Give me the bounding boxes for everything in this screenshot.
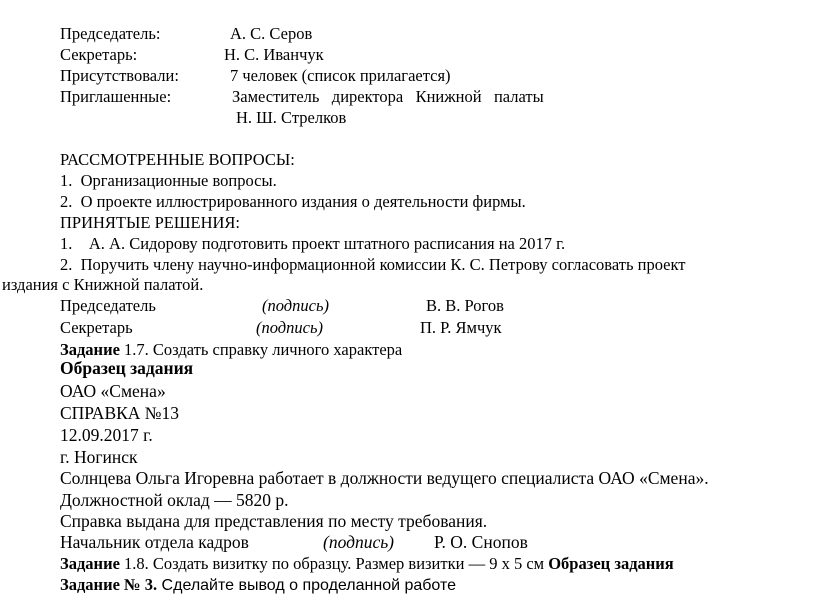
sample-body-1: Солнцева Ольга Игоревна работает в должности ведущего специалиста ОАО «Смена».: [60, 468, 709, 488]
task-1-8-text: 1.8. Создать визитку по образцу. Размер визитки — 9 х 5 см: [119, 554, 549, 573]
task-3-text: Сделайте вывод о проделанной работе: [157, 577, 457, 594]
invited-name: Н. Ш. Стрелков: [236, 108, 347, 127]
sig-chair-label: Председатель: [60, 296, 156, 315]
task-3-label: Задание № 3.: [60, 575, 158, 594]
secretary-label: Секретарь:: [60, 45, 138, 64]
sample-title: Образец задания: [60, 358, 194, 378]
task-1-8: [60, 554, 674, 574]
decision-item-2: 2. Поручить члену научно-информационной комиссии К. С. Петрову согласовать проект: [60, 255, 686, 274]
decision-item-1: 1. А. А. Сидорову подготовить проект штатного расписания на 2017 г.: [60, 234, 566, 253]
decisions-title: ПРИНЯТЫЕ РЕШЕНИЯ:: [60, 213, 241, 232]
sample-body-3: Справка выдана для представления по месту требования.: [60, 511, 488, 531]
sample-date: 12.09.2017 г.: [60, 425, 153, 445]
task-1-8-label: Задание: [60, 554, 120, 573]
sample-hr-signature: (подпись): [323, 532, 395, 552]
task-1-7-label: Задание: [60, 340, 120, 359]
questions-title: РАССМОТРЕННЫЕ ВОПРОСЫ:: [60, 150, 295, 169]
chair-label: Председатель:: [60, 24, 161, 43]
invited-value: Заместитель директора Книжной палаты: [232, 87, 544, 106]
sig-chair-name: В. В. Рогов: [426, 296, 504, 315]
sample-hr-name: Р. О. Снопов: [434, 532, 528, 552]
present-value: 7 человек (список прилагается): [230, 66, 451, 85]
task-1-7: [60, 340, 402, 360]
sig-chair-signature: (подпись): [262, 296, 329, 315]
decision-item-2-cont: издания с Книжной палатой.: [2, 275, 204, 294]
present-label: Присутствовали:: [60, 66, 179, 85]
task-1-8-sample-label: Образец задания: [548, 554, 674, 573]
invited-label: Приглашенные:: [60, 87, 172, 106]
sig-secretary-signature: (подпись): [256, 318, 323, 337]
sample-org: ОАО «Смена»: [60, 381, 166, 401]
task-3: [60, 575, 456, 596]
question-item-1: 1. Организационные вопросы.: [60, 171, 277, 190]
sample-hr-label: Начальник отдела кадров: [60, 532, 249, 552]
sig-secretary-name: П. Р. Ямчук: [420, 318, 502, 337]
chair-name: А. С. Серов: [230, 24, 313, 43]
sig-secretary-label: Секретарь: [60, 318, 133, 337]
secretary-name: Н. С. Иванчук: [224, 45, 324, 64]
question-item-2: 2. О проекте иллюстрированного издания о деятельности фирмы.: [60, 192, 526, 211]
sample-city: г. Ногинск: [60, 447, 138, 467]
task-1-7-text: 1.7. Создать справку личного характера: [119, 340, 403, 359]
sample-doc: СПРАВКА №13: [60, 403, 179, 423]
sample-body-2: Должностной оклад — 5820 р.: [60, 490, 289, 510]
